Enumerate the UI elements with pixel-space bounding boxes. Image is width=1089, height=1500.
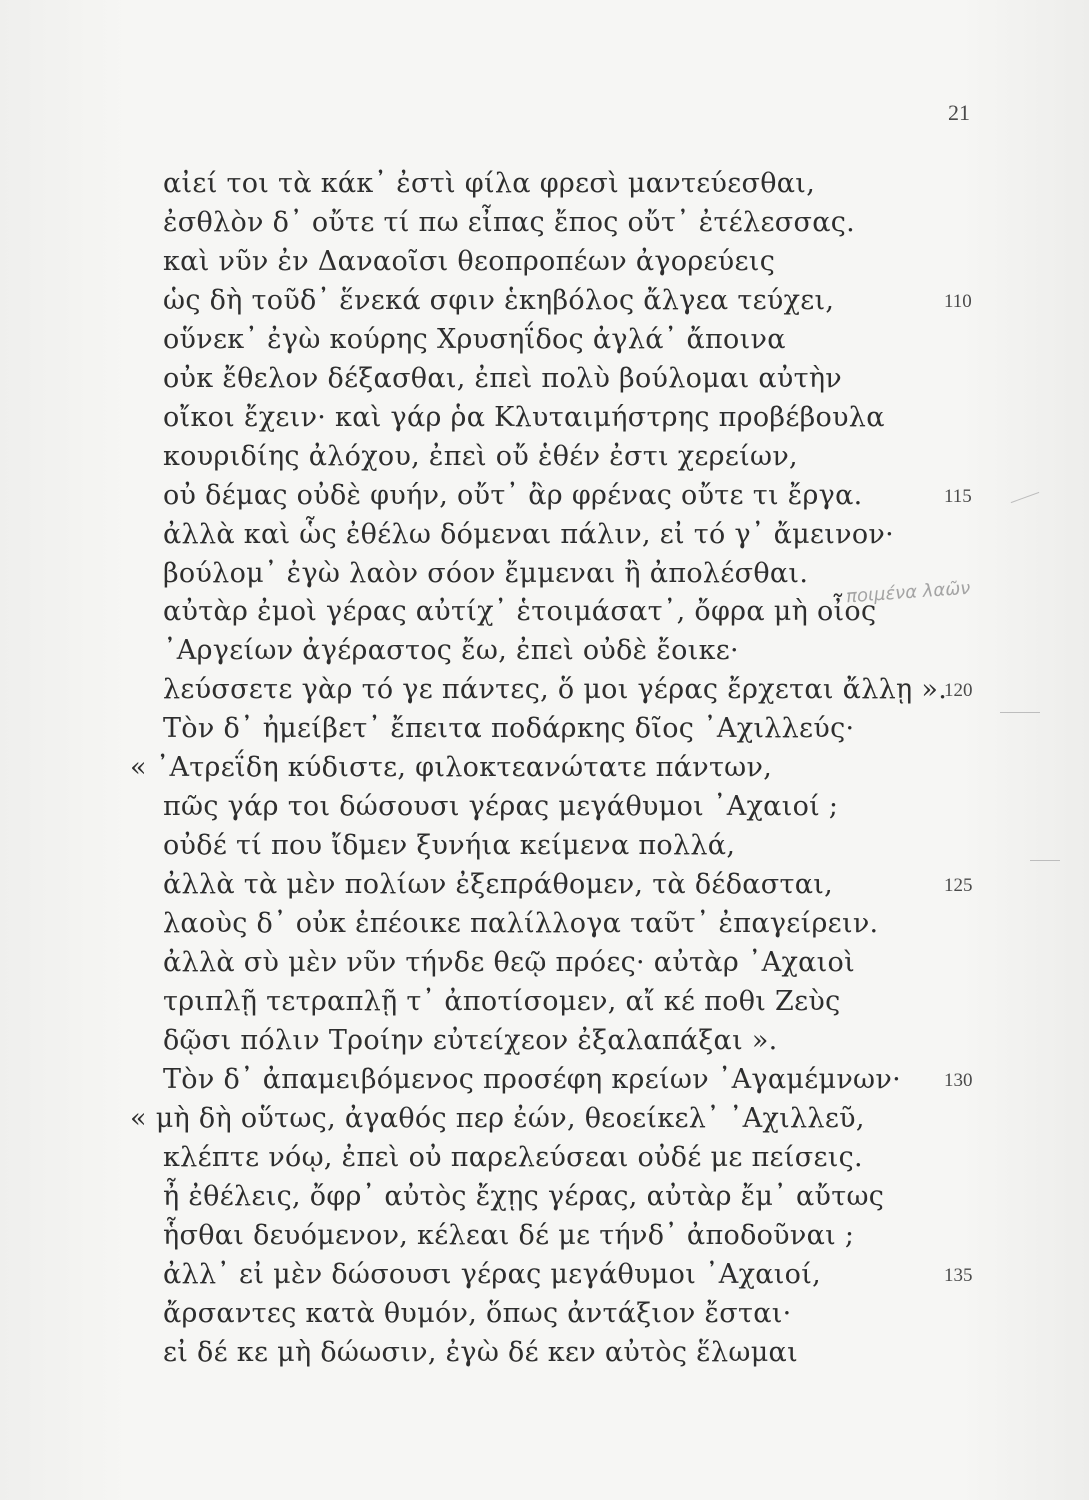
verse-line: λεύσσετε γὰρ τό γε πάντες, ὅ μοι γέρας ἔρχεται ἄλλῃ ». xyxy=(163,674,948,706)
verse-line: ἀλλὰ τὰ μὲν πολίων ἐξεπράθομεν, τὰ δέδασται, xyxy=(163,869,834,901)
verse-line: τριπλῇ τετραπλῇ τ᾽ ἀποτίσομεν, αἴ κέ ποθι Ζεὺς xyxy=(163,985,841,1017)
verse-line: βούλομ᾽ ἐγὼ λαὸν σόον ἔμμεναι ἢ ἀπολέσθαι. xyxy=(163,557,809,589)
verse-line: ὡς δὴ τοῦδ᾽ ἕνεκά σφιν ἑκηβόλος ἄλγεα τεύχει, xyxy=(163,284,835,316)
page-number: 21 xyxy=(948,100,970,125)
verse-line: οὐκ ἔθελον δέξασθαι, ἐπεὶ πολὺ βούλομαι αὐτὴν xyxy=(163,362,843,394)
verse-line: δῷσι πόλιν Τροίην εὐτείχεον ἐξαλαπάξαι ». xyxy=(163,1024,778,1056)
line-number: 130 xyxy=(944,1069,973,1091)
handwritten-margin-note: ποιμένα λαῶν xyxy=(845,577,972,608)
verse-line: κλέπτε νόῳ, ἐπεὶ οὐ παρελεύσεαι οὐδέ με πείσεις. xyxy=(163,1141,863,1173)
line-number: 115 xyxy=(944,485,972,507)
line-number: 110 xyxy=(944,290,972,312)
verse-line: ἐσθλὸν δ᾽ οὔτε τί πω εἶπας ἔπος οὔτ᾽ ἐτέλεσσας. xyxy=(163,206,856,238)
pencil-mark xyxy=(1000,712,1040,713)
verse-line: λαοὺς δ᾽ οὐκ ἐπέοικε παλίλλογα ταῦτ᾽ ἐπαγείρειν. xyxy=(163,908,879,940)
verse-line: Τὸν δ᾽ ἠμείβετ᾽ ἔπειτα ποδάρκης δῖος ᾽Αχιλλεύς· xyxy=(163,713,855,745)
verse-line: αὐτὰρ ἐμοὶ γέρας αὐτίχ᾽ ἑτοιμάσατ᾽, ὄφρα μὴ οἶος xyxy=(163,596,877,628)
verse-line: οὐ δέμας οὐδὲ φυήν, οὔτ᾽ ἂρ φρένας οὔτε τι ἔργα. xyxy=(163,479,863,511)
verse-line: ἦ ἐθέλεις, ὄφρ᾽ αὐτὸς ἔχῃς γέρας, αὐτὰρ ἔμ᾽ αὔτως xyxy=(163,1180,885,1212)
verse-line: « ᾽Ατρεΐδη κύδιστε, φιλοκτεανώτατε πάντων, xyxy=(130,752,773,784)
line-number: 125 xyxy=(944,875,973,897)
verse-line: ᾽Αργείων ἀγέραστος ἔω, ἐπεὶ οὐδὲ ἔοικε· xyxy=(163,635,739,667)
verse-line: καὶ νῦν ἐν Δαναοῖσι θεοπροπέων ἀγορεύεις xyxy=(163,245,776,277)
verse-line: ἄρσαντες κατὰ θυμόν, ὅπως ἀντάξιον ἔσται· xyxy=(163,1297,792,1329)
verse-line: οὕνεκ᾽ ἐγὼ κούρης Χρυσηΐδος ἀγλά᾽ ἄποινα xyxy=(163,323,786,355)
verse-line: Τὸν δ᾽ ἀπαμειβόμενος προσέφη κρείων ᾽Αγαμέμνων· xyxy=(163,1063,901,1095)
verse-line: οἴκοι ἔχειν· καὶ γάρ ῥα Κλυταιμήστρης προβέβουλα xyxy=(163,401,885,433)
verse-line: ἀλλὰ καὶ ὧς ἐθέλω δόμεναι πάλιν, εἰ τό γ᾽ ἄμεινον· xyxy=(163,518,895,550)
verse-line: αἰεί τοι τὰ κάκ᾽ ἐστὶ φίλα φρεσὶ μαντεύεσθαι, xyxy=(163,168,816,199)
line-number: 135 xyxy=(944,1264,973,1286)
verse-line: κουριδίης ἀλόχου, ἐπεὶ οὔ ἑθέν ἐστι χερείων, xyxy=(163,440,798,472)
verse-line: ἧσθαι δευόμενον, κέλεαι δέ με τήνδ᾽ ἀποδοῦναι ; xyxy=(163,1219,855,1251)
verse-line: « μὴ δὴ οὕτως, ἀγαθός περ ἐών, θεοείκελ᾽ ᾽Αχιλλεῦ, xyxy=(130,1102,865,1134)
verse-line: ἀλλ᾽ εἰ μὲν δώσουσι γέρας μεγάθυμοι ᾽Αχαιοί, xyxy=(163,1258,821,1290)
pencil-mark xyxy=(1011,492,1040,503)
verse-line: πῶς γάρ τοι δώσουσι γέρας μεγάθυμοι ᾽Αχαιοί ; xyxy=(163,791,839,823)
line-number: 120 xyxy=(944,680,973,702)
verse-line: ἀλλὰ σὺ μὲν νῦν τήνδε θεῷ πρόες· αὐτὰρ ᾽Αχαιοὶ xyxy=(163,947,855,978)
verse-line: εἰ δέ κε μὴ δώωσιν, ἐγὼ δέ κεν αὐτὸς ἕλωμαι xyxy=(163,1336,798,1368)
verse-line: οὐδέ τί που ἴδμεν ξυνήια κείμενα πολλά, xyxy=(163,830,736,862)
pencil-mark xyxy=(1030,860,1060,861)
